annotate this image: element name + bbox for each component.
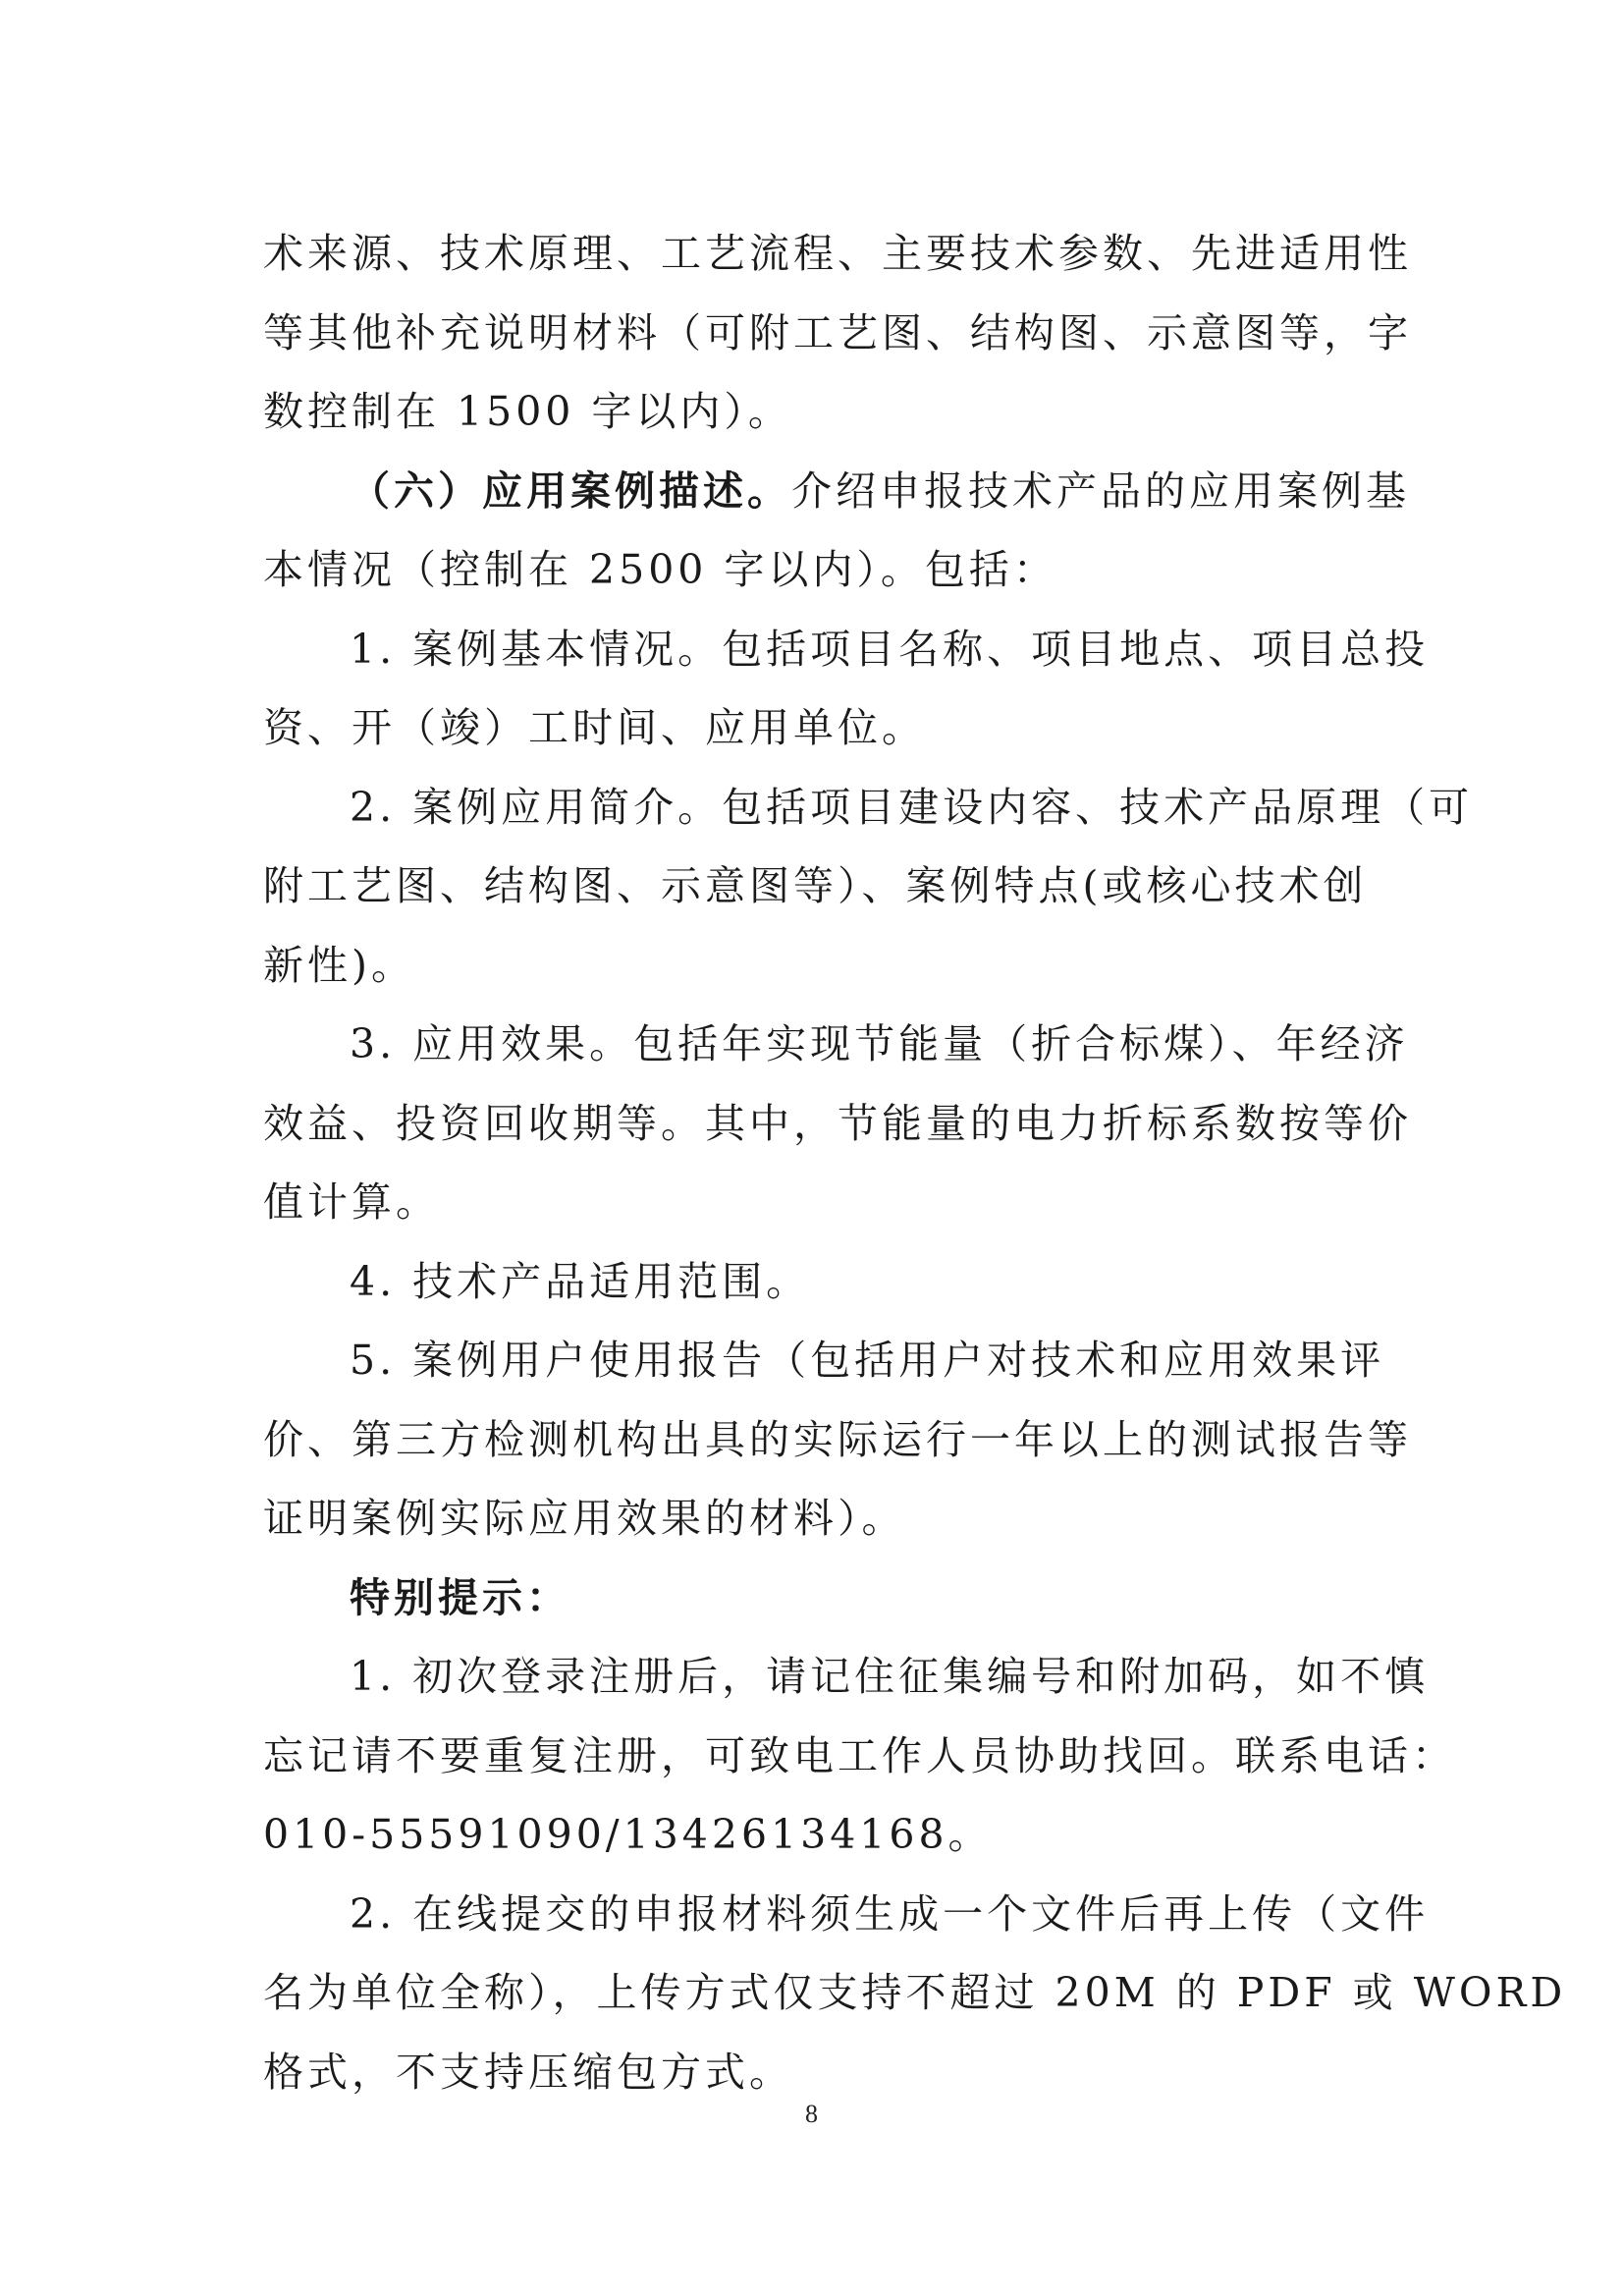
text-line: 效益、投资回收期等。其中，节能量的电力折标系数按等价	[263, 1099, 1412, 1147]
list-item: 2. 案例应用简介。包括项目建设内容、技术产品原理（可	[350, 783, 1474, 831]
section-heading-line	[263, 452, 1410, 531]
text-line: 价、第三方检测机构出具的实际运行一年以上的测试报告等	[263, 1415, 1412, 1463]
text-line: 本情况（控制在 2500 字以内）。包括：	[263, 546, 1057, 593]
list-item: 5. 案例用户使用报告（包括用户对技术和应用效果评	[350, 1337, 1385, 1384]
section-heading: （六）应用案例描述。	[350, 466, 791, 515]
text-line: 等其他补充说明材料（可附工艺图、结构图、示意图等，字	[263, 308, 1412, 356]
list-item: 1. 案例基本情况。包括项目名称、项目地点、项目总投	[350, 625, 1430, 673]
text-line: 新性)。	[263, 941, 415, 989]
notice-heading: 特别提示：	[350, 1573, 570, 1621]
notice-item: 2. 在线提交的申报材料须生成一个文件后再上传（文件	[350, 1889, 1430, 1938]
notice-item: 1. 初次登录注册后，请记住征集编号和附加码，如不慎	[350, 1653, 1430, 1700]
text-line: 数控制在 1500 字以内）。	[263, 388, 792, 435]
text-line: 证明案例实际应用效果的材料）。	[263, 1495, 906, 1542]
list-item: 4. 技术产品适用范围。	[350, 1257, 811, 1305]
text-line: 格式，不支持压缩包方式。	[263, 2048, 793, 2096]
contact-phone: 010-55591090/13426134168。	[263, 1811, 993, 1858]
text-line: 附工艺图、结构图、示意图等）、案例特点(或核心技术创	[263, 862, 1368, 909]
body-text	[263, 214, 1567, 2111]
page-number: 8	[805, 2100, 818, 2128]
text-line: 忘记请不要重复注册，可致电工作人员协助找回。联系电话：	[263, 1731, 1456, 1779]
section-text: 介绍申报技术产品的应用案例基	[791, 466, 1410, 515]
text-line: 名为单位全称），上传方式仅支持不超过 20M 的 PDF 或 WORD	[263, 1969, 1567, 2016]
text-line: 术来源、技术原理、工艺流程、主要技术参数、先进适用性	[263, 230, 1412, 277]
text-line: 值计算。	[263, 1178, 440, 1226]
text-line: 资、开（竣）工时间、应用单位。	[263, 704, 926, 751]
list-item: 3. 应用效果。包括年实现节能量（折合标煤）、年经济	[350, 1020, 1409, 1067]
